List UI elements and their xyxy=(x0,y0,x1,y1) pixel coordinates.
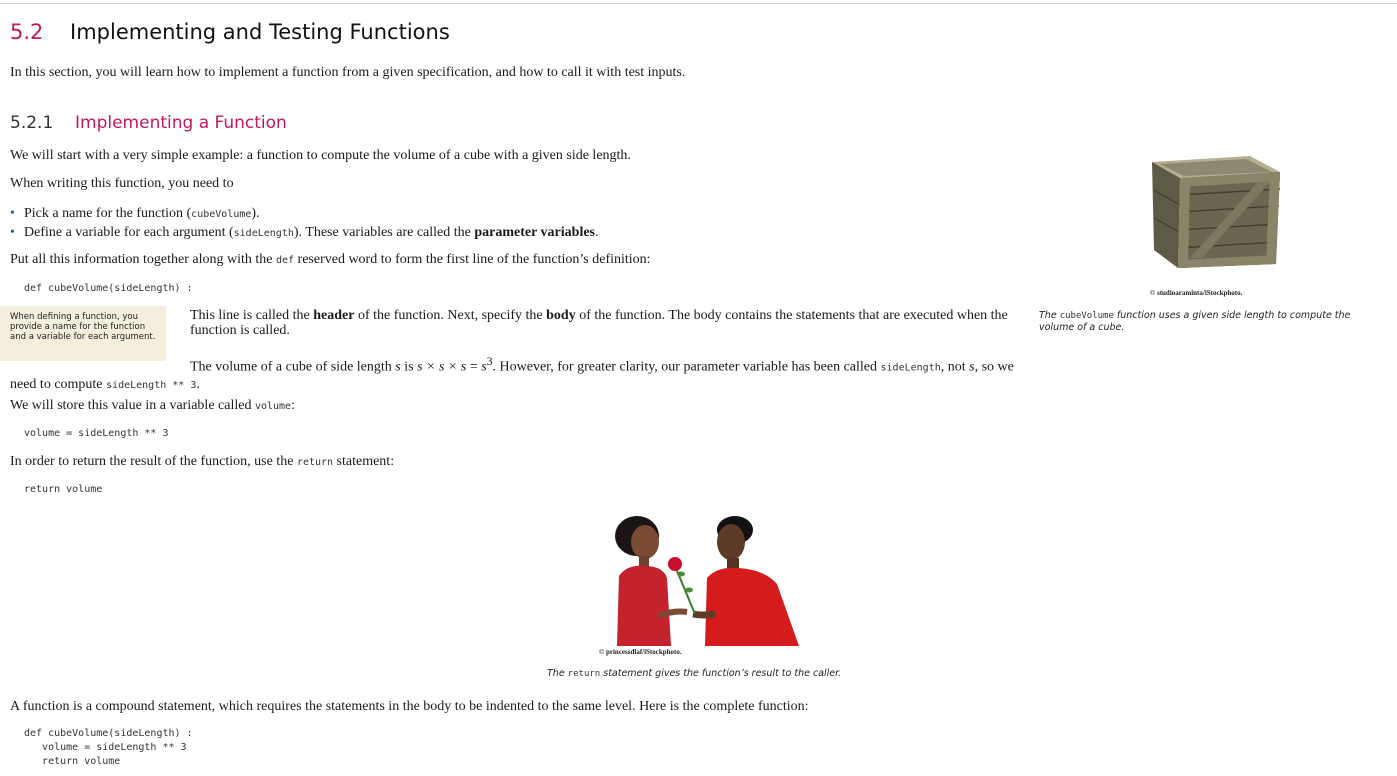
text: statement: xyxy=(333,454,395,469)
subsection-title: Implementing a Function xyxy=(75,113,287,133)
text: We will store this value in a variable called xyxy=(10,398,255,413)
text: is xyxy=(400,359,418,375)
crate-frame xyxy=(1178,178,1190,268)
caption-text: statement gives the function’s result to the caller. xyxy=(600,668,842,679)
crate-left-face xyxy=(1152,162,1180,268)
paragraph-6 xyxy=(10,398,295,415)
inline-code: volume xyxy=(254,401,292,412)
couple-image xyxy=(607,514,803,648)
text: reserved word to form the first line of the function’s definition: xyxy=(294,252,651,267)
text: of the function. The body contains the statements that are executed when the function is called. xyxy=(190,308,1008,338)
math-var: s xyxy=(481,359,487,375)
top-rule xyxy=(0,3,1397,4)
paragraph-1: We will start with a very simple example: a function to compute the volume of a cube with a given side length. xyxy=(10,148,631,163)
cube-credit: © studioaraminta/iStockphoto. xyxy=(1150,289,1243,297)
text: This line is called the xyxy=(190,308,314,323)
section-title: Implementing and Testing Functions xyxy=(70,20,450,44)
bullet-text: ). xyxy=(251,206,260,221)
intro-paragraph: In this section, you will learn how to implement a function from a given specification, and how to call it with test inputs. xyxy=(10,65,686,80)
inline-code: return xyxy=(567,669,601,679)
code-volume: volume = sideLength ** 3 xyxy=(24,428,169,439)
bullet-text: . xyxy=(595,225,599,240)
text: In order to return the result of the function, use the xyxy=(10,454,297,469)
bullet-icon: • xyxy=(10,206,15,221)
key-term: header xyxy=(313,308,355,323)
caption-text: The xyxy=(547,668,568,679)
woman-figure xyxy=(615,516,687,646)
bullet-text: Pick a name for the function ( xyxy=(24,206,192,221)
bullet-text: ). These variables are called the xyxy=(293,225,475,240)
subsection-number: 5.2.1 xyxy=(10,113,54,133)
paragraph-4 xyxy=(190,308,1030,338)
math-expr: s × s × s xyxy=(417,359,467,375)
list-item xyxy=(10,224,599,243)
crate-image xyxy=(1146,150,1286,272)
key-term: parameter variables xyxy=(474,225,595,240)
inline-code: sideLength ** 3 xyxy=(106,379,197,391)
paragraph-7 xyxy=(10,454,394,471)
caption-text: The xyxy=(1039,310,1060,321)
text: . xyxy=(196,376,200,392)
cube-caption xyxy=(1039,310,1379,333)
bullet-text: Define a variable for each argument ( xyxy=(24,225,234,240)
text: . However, for greater clarity, our parameter variable has been called xyxy=(492,359,881,375)
paragraph-3 xyxy=(10,252,651,269)
couple-caption xyxy=(547,668,841,679)
bullet-list xyxy=(10,205,599,243)
inline-code: return xyxy=(296,457,334,468)
list-item xyxy=(10,205,599,224)
bullet-icon: • xyxy=(10,225,15,240)
inline-code: sideLength xyxy=(880,362,941,374)
section-heading xyxy=(10,20,450,44)
margin-note: When defining a function, you provide a name for the function and a variable for each argument. xyxy=(0,306,166,361)
math-var: s xyxy=(969,359,975,375)
paragraph-5 xyxy=(10,354,1030,394)
inline-code: sideLength xyxy=(233,228,294,239)
couple-credit: © princessdlaf/iStockphoto. xyxy=(599,648,682,656)
text: of the function. Next, specify the xyxy=(354,308,547,323)
key-term: body xyxy=(546,308,576,323)
math-var: s xyxy=(395,359,401,375)
inline-code: cubeVolume xyxy=(191,209,252,220)
text: Put all this information together along with the xyxy=(10,252,276,267)
text: , so we need to compute xyxy=(10,359,1014,392)
text: : xyxy=(291,398,295,413)
math-exponent: 3 xyxy=(486,355,493,368)
inline-code: cubeVolume xyxy=(1059,311,1114,321)
code-full-function: def cubeVolume(sideLength) : volume = sideLength ** 3 return volume xyxy=(24,728,193,767)
section-number: 5.2 xyxy=(10,20,44,44)
inline-code: def xyxy=(275,255,295,266)
caption-text: function uses a given side length to compute the volume of a cube. xyxy=(1039,310,1351,333)
subsection-heading xyxy=(10,113,287,133)
code-header: def cubeVolume(sideLength) : xyxy=(24,283,193,294)
rose-icon xyxy=(668,557,695,614)
text: = xyxy=(466,359,482,375)
man-figure xyxy=(693,516,799,646)
text: , not xyxy=(940,359,970,375)
paragraph-8: A function is a compound statement, which requires the statements in the body to be indented to the same level. Here is the complete function: xyxy=(10,699,809,714)
text: The volume of a cube of side length xyxy=(190,359,396,375)
code-return: return volume xyxy=(24,484,103,495)
paragraph-2: When writing this function, you need to xyxy=(10,176,234,191)
